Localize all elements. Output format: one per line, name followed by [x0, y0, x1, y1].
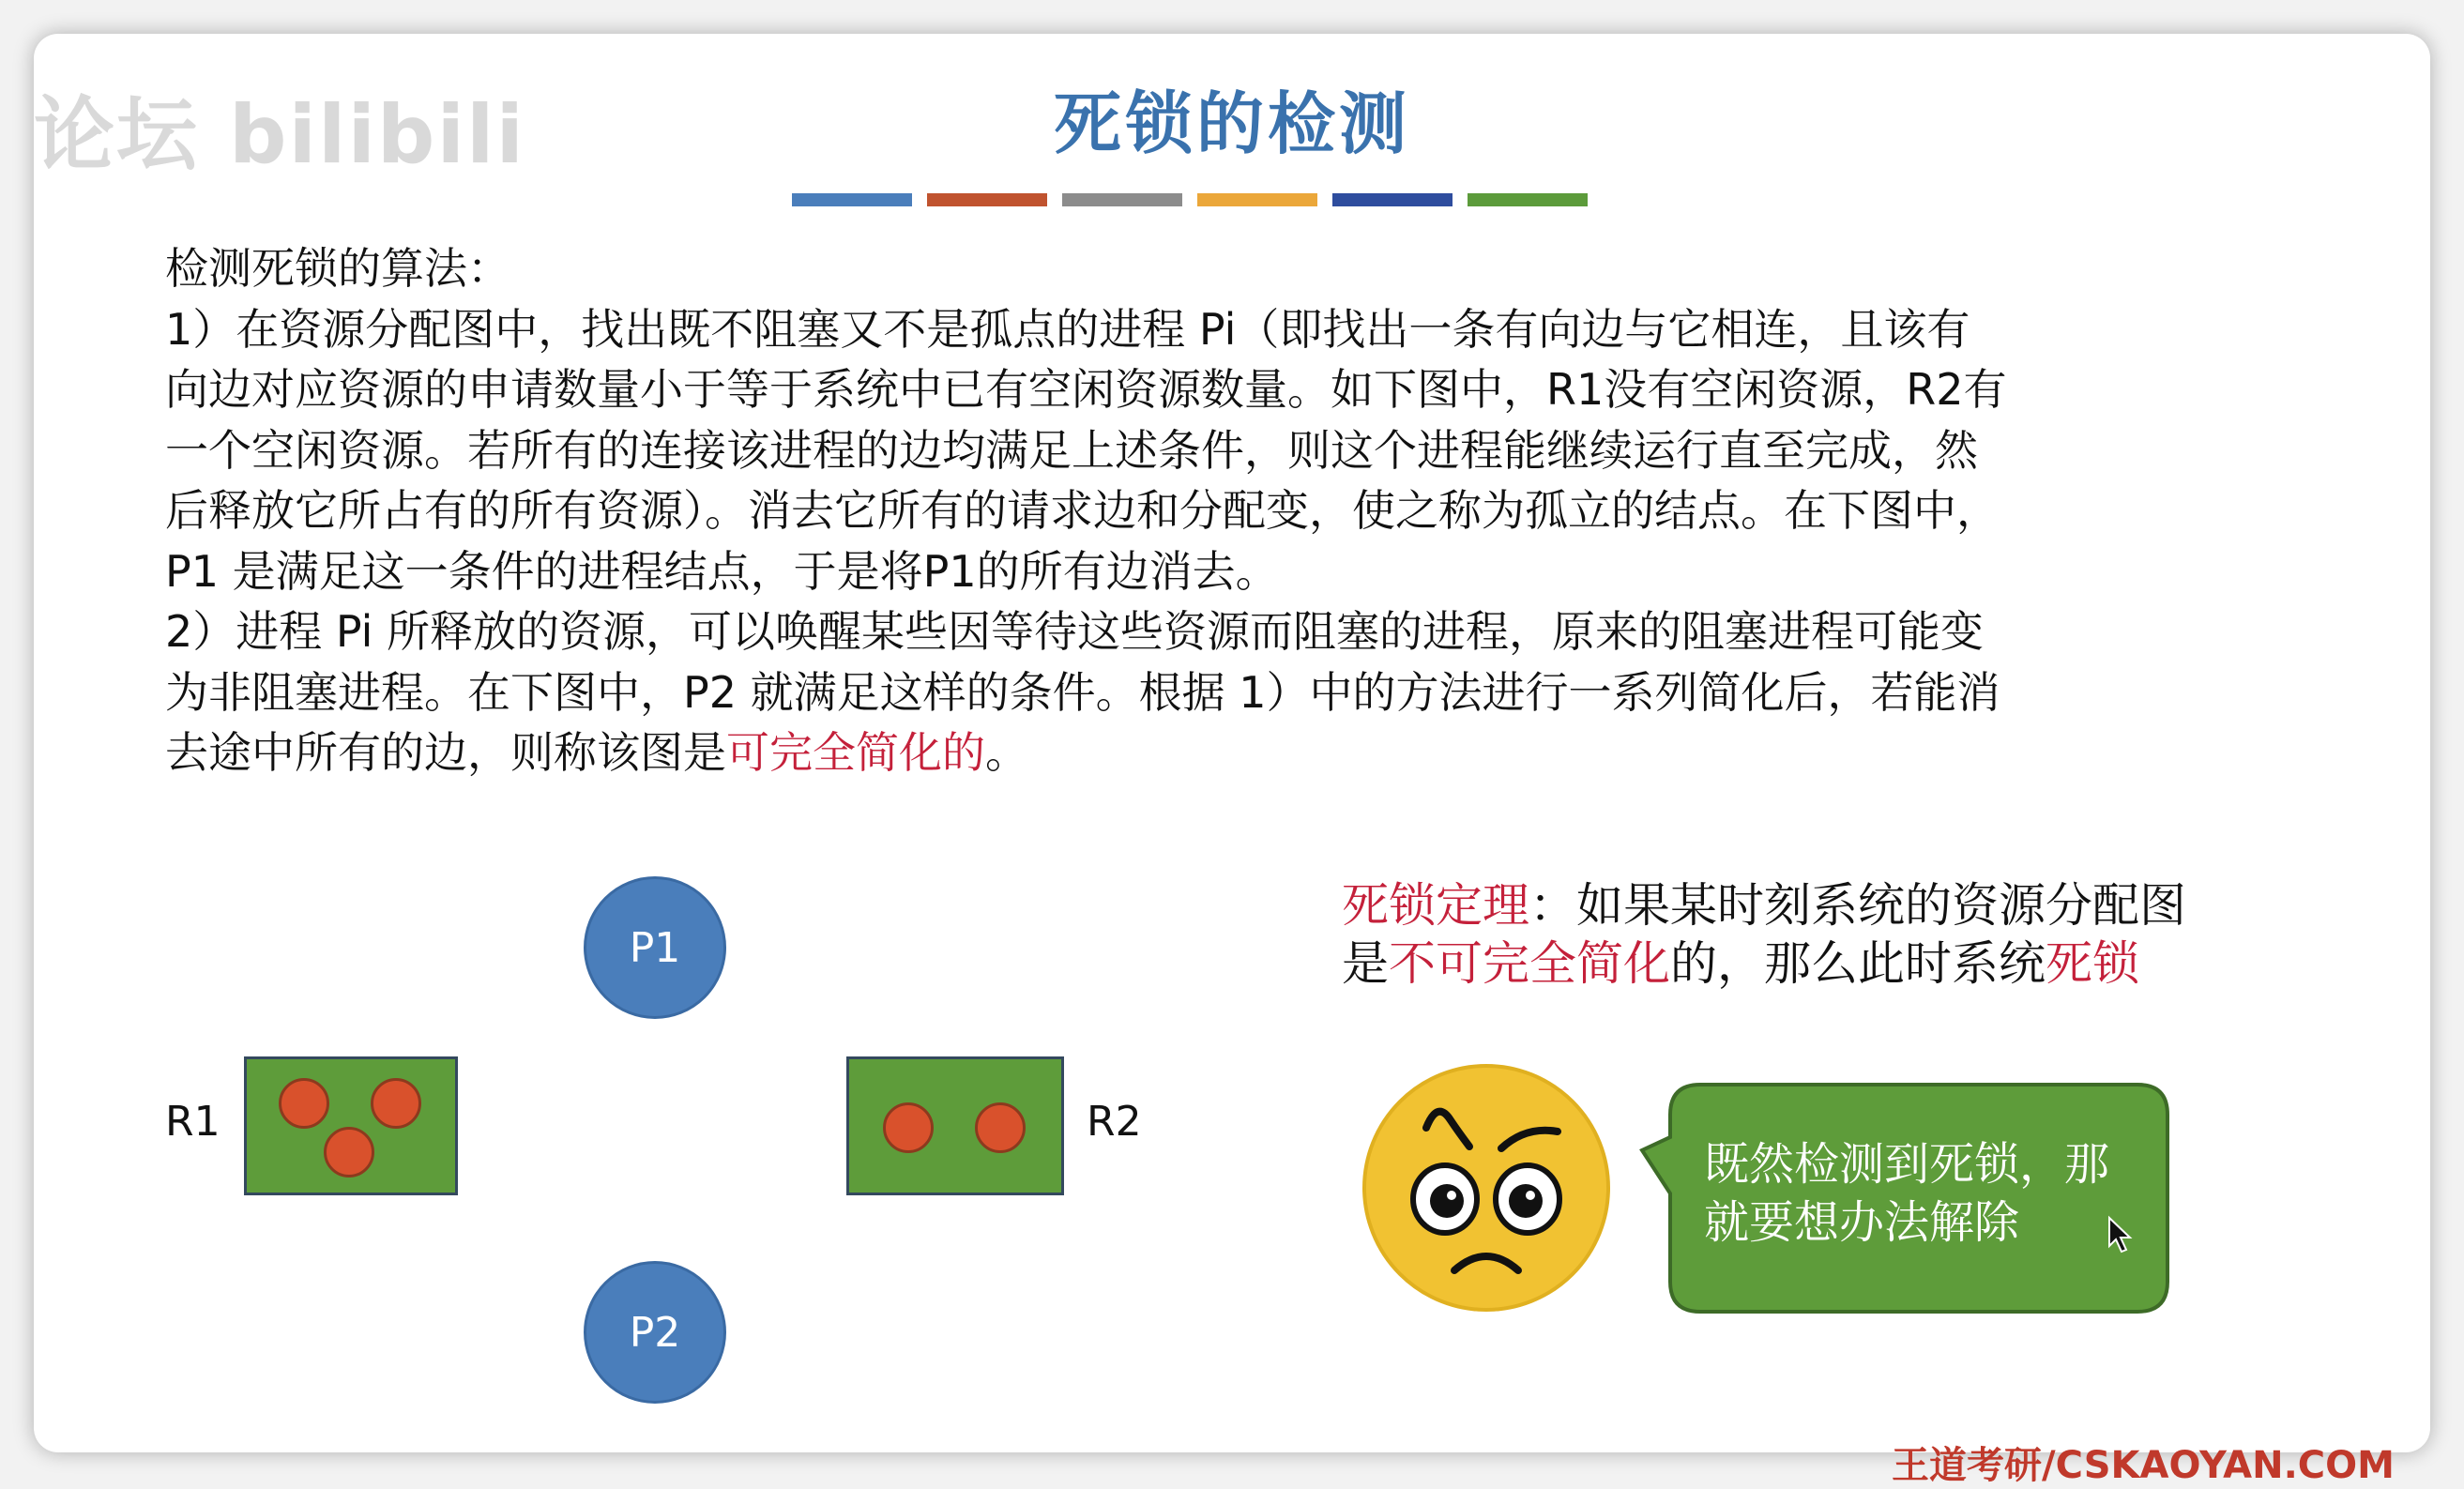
fully-reducible-highlight: 可完全简化的	[726, 727, 985, 778]
speech-bubble-text	[1704, 1135, 2154, 1252]
resource-label-r1: R1	[165, 1098, 221, 1146]
footer-brand: 王道考研/CSKAOYAN.COM	[1892, 1444, 2395, 1487]
theorem-text-1: ：如果某时刻系统的资源分配图	[1529, 878, 2186, 933]
theorem-line2-prefix: 是	[1342, 936, 1389, 991]
color-bar-segment	[792, 193, 912, 206]
algorithm-line: 检测死锁的算法：	[165, 243, 510, 294]
resource-r2	[846, 1056, 1064, 1195]
watermark-logo: 论坛 bilibili	[34, 88, 525, 182]
resource-instance	[324, 1127, 374, 1178]
algorithm-line: 向边对应资源的申请数量小于等于系统中已有空闲资源数量。如下图中，R1没有空闲资源，R2有	[165, 364, 2007, 415]
algorithm-line: 1）在资源分配图中，找出既不阻塞又不是孤点的进程 Pi（即找出一条有向边与它相连，且该有	[165, 303, 1970, 355]
theorem-line-1	[1342, 876, 2336, 934]
algorithm-line: 2）进程 Pi 所释放的资源，可以唤醒某些因等待这些资源而阻塞的进程，原来的阻塞进程可能变	[165, 606, 1985, 657]
mouse-cursor-icon	[2107, 1216, 2134, 1255]
resource-label-r2: R2	[1087, 1098, 1142, 1146]
algorithm-line: 一个空闲资源。若所有的连接该进程的边均满足上述条件，则这个进程能继续运行直至完成，然	[165, 424, 1978, 476]
algorithm-line: 为非阻塞进程。在下图中，P2 就满足这样的条件。根据 1）中的方法进行一系列简化后，若能消	[165, 666, 2000, 718]
last-line-suffix: 。	[985, 727, 1028, 778]
resource-r1	[244, 1056, 458, 1195]
algorithm-text	[165, 238, 2351, 783]
algorithm-line: 后释放它所占有的所有资源）。消去它所有的请求边和分配变，使之称为孤立的结点。在下图中，	[165, 485, 2000, 536]
slide-title: 死锁的检测	[1053, 84, 1410, 163]
color-bar-segment	[1062, 193, 1182, 206]
color-bar-segment	[1332, 193, 1453, 206]
resource-instance	[371, 1078, 421, 1129]
deadlock-theorem	[1342, 876, 2336, 993]
resource-instance	[883, 1102, 934, 1153]
last-line-prefix: 去途中所有的边，则称该图是	[165, 727, 726, 778]
process-node-p1: P1	[584, 876, 726, 1019]
deadlock-highlight: 死锁	[2046, 936, 2139, 991]
bubble-line-2: 就要想办法解除	[1704, 1196, 2020, 1249]
color-bar-segment	[1468, 193, 1588, 206]
resource-instance	[975, 1102, 1026, 1153]
slide	[34, 34, 2430, 1487]
theorem-line-2	[1342, 934, 2336, 993]
color-bar-segment	[1197, 193, 1317, 206]
worried-face-icon	[1361, 1062, 1612, 1314]
resource-instance	[279, 1078, 329, 1129]
theorem-line2-mid: 的，那么此时系统	[1670, 936, 2046, 991]
algorithm-last-line	[165, 722, 2351, 783]
algorithm-line: P1 是满足这一条件的进程结点，于是将P1的所有边消去。	[165, 545, 1279, 597]
theorem-label: 死锁定理	[1342, 878, 1529, 933]
process-node-p2: P2	[584, 1261, 726, 1404]
color-bar-segment	[927, 193, 1047, 206]
bubble-line-1: 既然检测到死锁，那	[1704, 1138, 2110, 1191]
not-fully-reducible-highlight: 不可完全简化	[1389, 936, 1670, 991]
